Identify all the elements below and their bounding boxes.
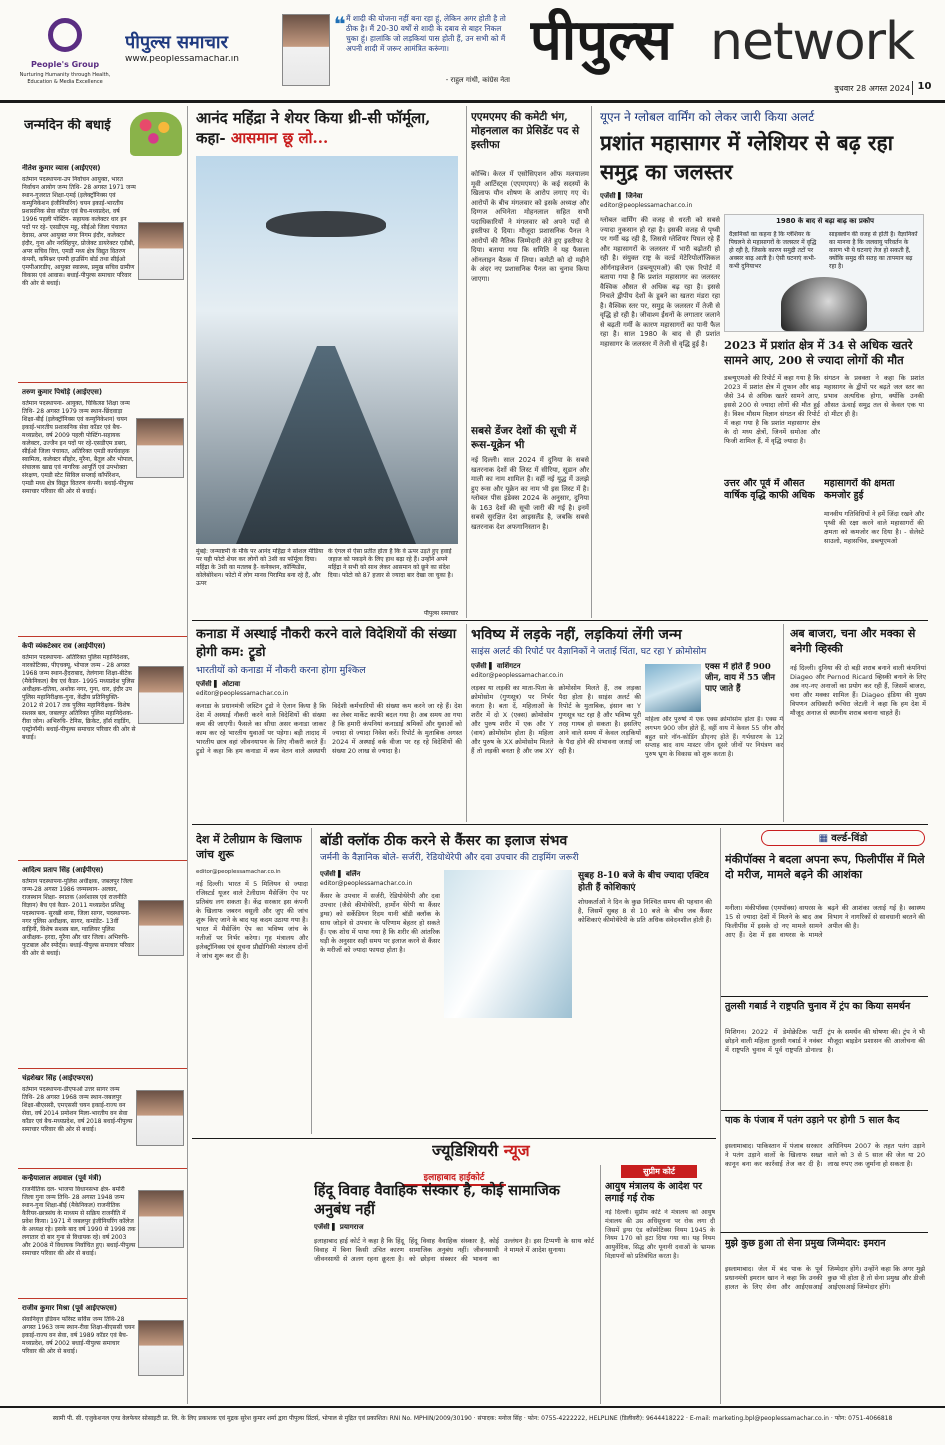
glacier-body: ग्लोबल वार्मिंग की वजह से धरती को सबसे ज्यादा नुकसान हो रहा है। इसकी वजह से पृथ्वी पर गर्मी बढ़ रही है, जिससे ग्लेशियर पिघल रहे हैं और महासागरों के जलस्तर में भारी बढ़ोतरी हो रही है। संयुक्त राष्ट्र के वर्ल्ड मेटेरियोलॉजिकल ऑर्गनाइजेशन (डब्ल्यूएमओ) की एक रिपोर्ट में बताया गया है कि प्रशांत महासागर का जलस्तर वैश्विक औसत से अधिक बढ़ रहा है। इससे निचले द्वीपीय देशों के डूबने का खतरा मंडरा रहा है। वैश्विक स्तर पर, समुद्र के जलस्तर में तेजी से वृद्धि हो रही है। जीवाश्म ईंधनों के लगातार जलाने से बढ़ती गर्मी के कारण महासागरों का पानी फैल रहा है। साल 1980 के बाद से ही प्रशांत महासागर के जलस्तर में तेजी से वृद्धि हुई है।: [600, 216, 720, 348]
court1-label-text: इलाहाबाद हाईकोर्ट: [423, 1173, 485, 1183]
cancer-story: [316, 828, 716, 1134]
photo-credit: पीपुल्स समाचार: [423, 610, 458, 617]
imran-body: इस्लामाबाद। जेल में बंद पाक के पूर्व प्रधानमंत्री इमरान खान ने कहा कि उनकी हालत के लिए सेना और आईएसआई जिम्मेदार होंगे। उन्होंने कहा कि अगर मुझे कुछ भी होता है तो सेना प्रमुख और डीजी आईएसआई जिम्मेदार होंगे।: [725, 1265, 925, 1291]
birthday-entry: [18, 164, 188, 380]
page-number: 10: [912, 81, 936, 95]
quote-mark-icon: ❝: [334, 12, 346, 36]
lab-scientist-photo: [444, 870, 572, 1018]
birthday-entry: [18, 388, 188, 634]
girls-email: editor@peoplessamachar.co.in: [471, 672, 564, 679]
court1-byline: एजेंसी ▌ प्रयागराज: [314, 1223, 364, 1231]
tulsi-body: मिशिगन। 2022 में डेमोक्रेटिक पार्टी छोड़ने वाली महिला तुलसी गबार्ड ने नवंबर में राष्ट्रपति चुनाव में पूर्व राष्ट्रपति डोनाल्ड ट्रंप के समर्थन की घोषणा की। ट्रंप ने भी मौजूदा बाइडेन प्रशासन की आलोचना की है।: [725, 1028, 925, 1054]
telegram-email: editor@peoplessamachar.co.in: [196, 869, 281, 875]
birthday-details: वर्तमान पदस्थापना-पुलिस अधीक्षक, जबलपुर जिला जन्म-28 अगस्त 1986 जन्मस्थान- अलवर, राजस्थान शिक्षा- स्नातक (अर्थशास्त्र एवं राजनीति विज्ञान) बैच एवं कैडर- 2011 मध्यप्रदेश प्रशिक्षु पदस्थापना- सुरखी थाना, जिला सागर, पदस्थापना- नगर पुलिस अधीक्षक, सागर, कमांडेंट- 13वीं वाहिनी, विशेष सशस्त्र बल, ग्वालियर पुलिस अधीक्षक- हरदा, मुरैना और धार जिला। अभिरुचि- फुटबाल और स्पोर्ट्स। बधाई-पीपुल्स समाचार परिवार की ओर से बधाई।: [22, 878, 135, 957]
birthday-separator: [18, 382, 188, 383]
girls-headline: भविष्य में लड़के नहीं, लड़कियां लेंगी जन्म: [471, 627, 682, 643]
issue-date: बुधवार 28 अगस्त 2024: [834, 84, 910, 93]
girls-subhead: साइंस अलर्ट की रिपोर्ट पर वैज्ञानिकों ने जताई चिंता, घट रहा Y क्रोमोसोम: [471, 647, 707, 657]
monkeypox-headline: मंकीपॉक्स ने बदला अपना रूप, फिलीपींस में मिले दो मरीज, मामले बढ़ने की आशंका: [725, 853, 925, 881]
telegram-headline: देश में टेलीग्राम के खिलाफ जांच शुरू: [196, 833, 302, 861]
birthday-separator: [18, 1298, 188, 1299]
group-tagline: Nurturing Humanity through Health, Education & Media Excellence: [19, 72, 111, 85]
amma-body: कोच्चि। केरल में एसोसिएशन ऑफ मलयालम मूवी आर्टिस्ट्स (एएमएमए) के कई सदस्यों के खिलाफ यौन शोषण के आरोप लगाए गए थे। आरोपों के बीच मंगलवार को इसके अध्यक्ष और दिग्गज अभिनेता मोहनलाल सहित सभी पदाधिकारियों ने मंगलवार को अपने पदों से इस्तीफा दे दिया। मौजूदा प्रशासनिक पैनल ने आरोपों की नैतिक जिम्मेदारी लेते हुए इस्तीफा दे दिया। बताया गया कि समिति ने यह फैसला ऑनलाइन बैठक में लिया। कमेटी को दो महीने के अंदर नए प्रशासनिक पैनल का चुनाव किया जाएगा।: [471, 170, 589, 283]
cancer-side: शोधकर्ताओं ने दिन के कुछ निश्चित समय की पहचान की है, जिसमें सुबह 8 से 10 बजे के बीच जब कैंसर कोशिकाएं कीमोथेरेपी के प्रति अधिक संवेदनशील होती हैं।: [578, 898, 712, 924]
birthday-column: [18, 106, 188, 1404]
canada-byline: एजेंसी ▌ ओटावा: [196, 680, 241, 688]
group-name: People's Group: [30, 60, 100, 69]
cancer-byline: एजेंसी ▌ बर्लिन: [320, 870, 361, 878]
glacier-subhead2: उत्तर और पूर्व में औसत वार्षिक वृद्धि काफी अधिक: [724, 478, 815, 501]
amma-column: [466, 106, 592, 618]
court2-body: नई दिल्ली। सुप्रीम कोर्ट ने मंत्रालय को आयुष मंत्रालय की उस अधिसूचना पर रोक लगा दी जिसमें ड्रग्स एंड कॉस्मेटिक्स नियम 1945 के नियम 170 को हटा दिया गया था। यह नियम आयुर्वेदिक, सिद्ध और यूनानी दवाओं के भ्रामक विज्ञापनों को प्रतिबंधित करता है।: [605, 1209, 715, 1260]
brand-hindi: पीपुल्स: [530, 7, 672, 73]
girls-side: महिला और पुरुषों में एक एक्स क्रोमोसोम होता है। एक्स में लगभग 900 जीन होते हैं, वहीं वाय में केवल 55 जीन और बहुत सारे नॉन-कोडिंग डीएनए होते हैं। गर्भधारण के 12 सप्ताह बाद वाय मास्टर जीन दूसरे जीनों पर नियंत्रण कर पुरुष भ्रूण के विकास को शुरू करता है।: [645, 716, 783, 759]
tulsi-headline: तुलसी गबार्ड ने राष्ट्रपति चुनाव में ट्रंप का किया समर्थन: [725, 1001, 911, 1012]
birthday-photo: [138, 666, 184, 724]
birthday-photo: [136, 418, 184, 478]
danger-headline: सबसे डेंजर देशों की सूची में रूस-यूक्रेन भी: [471, 425, 577, 451]
girls-body: लड़का या लड़की का माता-पिता के क्रोमोसोम (गुणसूत्र) पर निर्भर करता है। बता दें, महिलाओं के शरीर में दो X (एक्स) क्रोमोसोम और पुरुष शरीर में एक और Y (वाय) क्रोमोसोम होता है। महिला और पुरुष के XX क्रोमोसोम मिलते हैं तो लड़की बनता है और जब XY क्रोमोसोम मिलते हैं, तब लड़का पैदा होता है। साइंस अलर्ट की रिपोर्ट के मुताबिक, इंसान का Y गुणसूत्र घट रहा है और भविष्य पूरी तरह गायब हो सकता है। इसलिए आने वाले समय में केवल लड़कियों के पैदा होने की संभावना जताई जा रही है।: [471, 684, 641, 755]
court1-story: [312, 1165, 596, 1404]
birthday-header: [18, 110, 188, 160]
birthday-separator: [18, 1068, 188, 1069]
glacier-story: [596, 106, 928, 618]
cancer-body: कैंसर के उपचार में सर्जरी, रेडियोथेरेपी और दवा उपचार (जैसे कीमोथेरेपी, हार्मोन थेरेपी या कैंसर ड्रग्स) को सर्केडियन रिदम यानी बॉडी क्लॉक के साथ जोड़ने से उपचार के परिणाम बेहतर हो सकते हैं। एक शोध में पाया गया है कि शरीर की आंतरिक घड़ी के अनुसार सही समय पर इलाज करने से कैंसर के मरीजों को ज्यादा फायदा होता है।: [320, 892, 440, 954]
world-video-label-text: वर्ल्ड-विंडो: [831, 833, 868, 844]
canada-story: [192, 624, 462, 822]
birthday-details: वर्तमान पदस्थापना-डीएफओ उत्तर सागर जन्म तिथि- 28 अगस्त 1968 जन्म स्थान-जबलपुर शिक्षा-बीएससी, एमएससी चयन इकाई-राज्य वन सेवा, वर्ष 2014 प्रमोशन मिला-भारतीय वन सेवा कॉडर एवं बैच-मध्यप्रदेश, वर्ष 2018 बधाई-पीपुल्स समाचार परिवार की ओर से बधाई।: [22, 1086, 133, 1133]
court2-label-text: सुप्रीम कोर्ट: [643, 1167, 675, 1176]
birthday-details: सेवानिवृत्त इंडियन फॉरेस्ट सर्विस जन्म तिथि-28 अगस्त 1963 जन्म स्थान-रीवा शिक्षा-बीएससी चयन इकाई-राज्य वन सेवा, वर्ष 1989 कॉडर एवं बैच-मध्यप्रदेश, वर्ष 2002 बधाई-पीपुल्स समाचार परिवार की ओर से बधाई।: [22, 1316, 135, 1355]
website: www.peoplessamachar.in: [125, 55, 239, 64]
video-icon: ▦: [818, 833, 829, 844]
birthday-details: वर्तमान पदस्थापना- अतिरिक्त पुलिस महानिदेशक, नारकोटिक्स, पीएचक्यू, भोपाल जन्म - 28 अगस्त 1968 जन्म स्थान-हैदराबाद, तेलंगाना शिक्षा-बीटेक (मैकेनिकल) बैच एवं कैडर- 1995 मध्यप्रदेश पुलिस अधीक्षक-दतिया, अशोक नगर, गुना, धार, इंदौर उप पुलिस महानिरीक्षक-गुना, केंद्रीय प्रतिनियुक्ति- 2012 से 2017 तक पुलिस महानिरीक्षक- विशेष सशस्त्र बल, जबलपुर अतिरिक्त पुलिस महानिदेशक- रीवा जोन। अभिरुचि- टेनिस, क्रिकेट, हॉर्स राइडिंग, एस्ट्रोनॉमी। बधाई-पीपुल्स समाचार परिवार की ओर से बधाई।: [22, 654, 136, 741]
birthday-photo: [138, 222, 184, 280]
earth-photo: [781, 277, 867, 331]
birthday-entry: [18, 866, 188, 1066]
glacier-side-text2: मानवीय गतिविधियों ने हमें जिंदा रखने और पृथ्वी की रक्षा करने वाले महासागरों की क्षमता को कमजोर कर दिया है। - सेलेस्टे साउलो, महासचिव, डब्ल्यूएमओ: [824, 510, 924, 545]
birthday-name: कन्हैयालाल अग्रवाल (पूर्व मंत्री): [22, 1174, 102, 1182]
birthday-entry: [18, 642, 188, 858]
judiciary-banner: [432, 1141, 632, 1161]
flood-box: [724, 214, 924, 332]
birthday-entry: [18, 1074, 188, 1166]
birthday-details: राजनीतिक दल- भाजपा विधानसभा क्षेत्र- बमोरी जिला गुना जन्म तिथि- 28 अगस्त 1948 जन्म स्थान-गुना शिक्षा-बीई (मैकेनिकल) राजनीतिक कैरियर-छात्रसंघ के माध्यम से सक्रिय राजनीति में प्रवेश किया। 1971 में जबलपुर इंजीनियरिंग कॉलेज के अध्यक्ष रहे। इसके बाद वर्ष 1990 से 1998 तक लगातार दो बार गुना से विधायक रहे। वर्ष 2003 और 2008 में विधायक निर्वाचित हुए। बधाई-पीपुल्स समाचार परिवार की ओर से बधाई।: [22, 1186, 136, 1257]
birthday-photo: [138, 900, 184, 956]
glacier-byline: एजेंसी ▌ जिनेवा: [600, 192, 643, 200]
masthead-rule: [0, 100, 945, 103]
mahindra-story: [192, 106, 462, 618]
masthead: [0, 0, 945, 100]
canada-email: editor@peoplessamachar.co.in: [196, 690, 289, 697]
birthday-photo: [136, 1090, 184, 1146]
court2-headline: आयुष मंत्रालय के आदेश पर लगाई गई रोक: [605, 1181, 703, 1204]
mahindra-headline-red: आसमान छू लो...: [230, 129, 329, 147]
section-rule: [192, 620, 928, 621]
mahindra-headline-black: आनंद महिंद्रा ने शेयर किया थ्री-सी फॉर्मूला, कहा-: [196, 109, 431, 147]
glacier-subheadline: 2023 में प्रशांत क्षेत्र में 34 से अधिक खतरे सामने आए, 200 से ज्यादा लोगों की मौत: [724, 338, 913, 367]
birthday-details: वर्तमान पदस्थापना- आयुक्त, चिकित्सा शिक्षा जन्म तिथि- 28 अगस्त 1979 जन्म स्थान-छिंदवाड़ा शिक्षा-बीई (इलेक्ट्रॉनिक्स एवं कम्युनिकेशन) चयन इकाई-भारतीय प्रशासनिक सेवा कॉडर एवं बैच-मध्यप्रदेश, वर्ष 2009 पहली पोस्टिंग-सहायक कलेक्टर, उज्जैन इन पदों पर रहे-एसडीएम डबरा, सीईओ जिला पंचायत, अतिरिक्त एमडी कार्यवाहक स्वामित्व, कलेक्टर सीहोर, मुरैना, बैतूल और भोपाल, संचालक खाद्य एवं नागरिक आपूर्ति एवं उपभोक्ता संरक्षण, एमडी स्टेट सिविल सप्लाई कॉर्पोरेशन, एमडी मध्य क्षेत्र विद्युत वितरण कंपनी। बधाई-पीपुल्स समाचार परिवार की ओर से बधाई।: [22, 400, 134, 495]
judiciary-banner-black: ज्यूडिशियरी: [432, 1141, 499, 1160]
court2-label: [621, 1165, 697, 1178]
paper-name: पीपुल्स समाचार: [125, 32, 228, 53]
brand-english: network: [710, 12, 915, 72]
pyramid-shape: [236, 346, 416, 544]
mahindra-caption-left: मुंबई: जन्माष्टमी के मौके पर आनंद महिंद्रा ने सोशल मीडिया पर यही फोटो शेयर कर लोगों को 3सी का फॉर्मूला दिया। महिंद्रा के 3सी का मतलब है- कनेक्शन, कॉन्फिडेंस, कोलेबोरेशन। फोटो में लोग मानव पिरामिड बना रहे हैं, और ऊपर: [196, 548, 324, 587]
girls-quote: एक्स में होते हैं 900 जीन, वाय में 55 जीन पाए जाते हैं: [705, 662, 776, 694]
judiciary-banner-red: न्यूज: [503, 1141, 530, 1160]
court1-body: इलाहाबाद हाई कोर्ट ने कहा है कि हिंदू विवाह में बिना किसी उचित कारण जीवनसाथी से अलग रहना क्रूरता है। हिंदू विवाह वैवाहिक संस्कार है, कोई सामाजिक अनुबंध नहीं। जीवनसाथी को छोड़ना संस्कार की भावना का उल्लंघन है। इस टिप्पणी के साथ कोर्ट ने मामले में आदेश सुनाया।: [314, 1237, 594, 1263]
birthday-name: चंद्रशेखर सिंह (आईएफएस): [22, 1074, 94, 1082]
danger-body: नई दिल्ली। साल 2024 में दुनिया के सबसे खतरनाक देशों की लिस्ट में सीरिया, सूडान और माली का नाम शामिल है। वहीं नई यूद्ध में उलझे हुए रूस और यूक्रेन का नाम भी इस लिस्ट में है। ग्लोबल पीस इंडेक्स 2024 के अनुसार, दुनिया के 163 देशों की सूची जारी की गई है। इनमें सबसे सुरक्षित देश आइसलैंड है, जबकि सबसे खतरनाक देश अफगानिस्तान है।: [471, 456, 589, 531]
masthead-quote: मैं शादी की योजना नहीं बना रहा हूं, लेकिन अगर होती है तो ठीक है। मैं 20-30 वर्षों से शादी के दबाव से बाहर निकल चुका हूं। हालांकि जो लड़कियां पास होती हैं, उन सभी को मैं अपनी शादी में जरूर आमंत्रित करूंगा।: [346, 14, 506, 53]
bajra-body: नई दिल्ली। दुनिया की दो बड़ी शराब बनाने वाली कंपनियां Diageo और Pernod Ricard व्हिस्की बनाने के लिए अब नए-नए अनाजों का प्रयोग कर रही हैं, जिसमें बाजरा, चना और मक्का शामिल हैं। Diageo इंडिया की मुख्य विपणन अधिकारी रूचिरा जेटली ने कहा कि हम देश में मौजूद अनाज से स्थानीय शराब बनाना चाहते हैं।: [790, 664, 926, 717]
telegram-body: नई दिल्ली। भारत में 5 मिलियन से ज्यादा रजिस्टर्ड यूजर वाले टेलीग्राम मैसेजिंग ऐप पर प्रतिबंध लग सकता है। केंद्र सरकार इस कंपनी के खिलाफ जबरन वसूली और जुए की जांच शुरू किए जाने के बाद यह कदम उठाया गया है। भारत में मैसेजिंग ऐप का भविष्य जांच के नतीजों पर निर्भर करेगा। गृह मंत्रालय और इलेक्ट्रॉनिक्स एवं सूचना प्रौद्योगिकी मंत्रालय दोनों ने जांच शुरू कर दी है।: [196, 880, 308, 960]
court1-headline: हिंदू विवाह वैवाहिक संस्कार है, कोई सामाजिक अनुबंध नहीं: [314, 1182, 560, 1218]
section-rule: [192, 824, 928, 825]
world-video-label: [761, 830, 925, 846]
glacier-kicker: यूएन ने ग्लोबल वार्मिंग को लेकर जारी किया अलर्ट: [600, 110, 815, 124]
world-rule: [721, 996, 928, 997]
chromosome-photo: [645, 664, 701, 712]
telegram-story: [192, 828, 312, 1134]
imran-headline: मुझे कुछ हुआ तो सेना प्रमुख जिम्मेदार: इमरान: [725, 1238, 886, 1249]
birthday-photo: [138, 1190, 184, 1248]
birthday-name: नीतेश कुमार व्यास (आईएएस): [22, 164, 101, 172]
quote-portrait-photo: [282, 14, 330, 86]
canada-headline: कनाडा में अस्थाई नौकरी करने वाले विदेशियों की संख्या होगी कम: ट्रूडो: [196, 627, 457, 660]
imran-story: [720, 1232, 928, 1404]
quote-author: - राहुल गांधी, कांग्रेस नेता: [445, 76, 510, 84]
glacier-side-head: महासागरों की क्षमता कमजोर हुई: [824, 478, 895, 501]
birthday-name: राजीव कुमार मिश्रा (पूर्व आईएफएस): [22, 1304, 118, 1312]
canada-body: कनाडा के प्रधानमंत्री जस्टिन ट्रूडो ने ऐलान किया है कि देश में अस्थाई नौकरी करने वाले विदेशियों की संख्या कम की जाएगी। फैसले का सीधा असर कनाडा जाकर काम कर रहे भारतीय युवाओं पर पड़ेगा। बड़ी तादाद में भारतीय छात्र वहां जीवनयापन के लिए नौकरी करते हैं। ट्रूडो ने कहा कि हम कनाडा में कम वेतन वाले अस्थायी विदेशी कर्मचारियों की संख्या कम करने जा रहे हैं। देश का लेबर मार्केट काफी बदल गया है। अब समय आ गया है कि हमारी कंपनियां कनाडाई श्रमिकों और युवाओं को ज्यादा से ज्यादा निवेश करें। रिपोर्ट के मुताबिक अगस्त 2024 में अस्थाई वर्क वीजा पर रह रहे विदेशियों की संख्या 20 लाख से ज्यादा है।: [196, 702, 462, 755]
mahindra-headline: [196, 108, 462, 148]
pak-body: इस्लामाबाद। पाकिस्तान में पंजाब सरकार ने पतंग उड़ाने वालों के खिलाफ सख्त कानून बना कर कार्रवाई तेज कर दी है। अधिनियम 2007 के तहत पतंग उड़ाने वाले को 3 से 5 साल की जेल या 20 लाख रुपए तक जुर्माना हो सकता है।: [725, 1142, 925, 1168]
glacier-headline: प्रशांत महासागर में ग्लेशियर से बढ़ रहा समुद्र का जलस्तर: [600, 130, 894, 184]
bajra-headline: अब बाजरा, चना और मक्का से बनेगी व्हिस्की: [790, 627, 916, 655]
cancer-side-head: सुबह 8-10 बजे के बीच ज्यादा एक्टिव होती हैं कोशिकाएं: [578, 871, 709, 893]
birthday-name: तरुण कुमार पिथोड़े (आईएएस): [22, 388, 103, 396]
human-pyramid-photo: [196, 156, 458, 544]
peoples-group-logo-icon: [48, 18, 82, 52]
mahindra-caption-right: के एंगल से ऐसा प्रतीत होता है कि वे ऊपर उड़ते हुए हवाई जहाज को पकड़ने के लिए हाथ बढ़ा रहे हैं। उन्होंने अपने महिंद्रा ने सभी को साथ लेकर आसमान को छूने का संदेश दिया। फोटो को 87 हजार से ज्यादा बार देखा जा चुका है।: [328, 548, 454, 579]
birthday-name: आदित्य प्रताप सिंह (आईपीएस): [22, 866, 104, 874]
flood-box-right: साइक्लोन की वजह से होती है। वैज्ञानिकों का मानना है कि जलवायु परिवर्तन के कारण भी ये घटनाएं तेज हो सकती हैं, क्योंकि समुद्र की सतह का तापमान बढ़ रहा है।: [829, 231, 918, 270]
cancer-email: editor@peoplessamachar.co.in: [320, 880, 413, 887]
cancer-headline: बॉडी क्लॉक ठीक करने से कैंसर का इलाज संभव: [320, 833, 568, 849]
flood-box-title: 1980 के बाद से बढ़ा बाढ़ का प्रकोप: [775, 217, 874, 225]
birthday-entry: [18, 1304, 188, 1404]
pak-headline: पाक के पंजाब में पतंग उड़ाने पर होगी 5 साल कैद: [725, 1115, 900, 1126]
bajra-story: [788, 624, 928, 822]
birthday-photo: [138, 1320, 184, 1376]
amma-headline: एएमएमए की कमेटी भंग, मोहनलाल का प्रेसिडेंट पद से इस्तीफा: [471, 111, 580, 151]
birthday-separator: [18, 636, 188, 637]
footer-text: स्वामी पी. सी. एजुकेशनल एण्ड वेलफेयर सोसाइटी प्रा. लि. के लिए प्रकाशक एवं मुद्रक सुरेश कुमार शर्मा द्वारा पीपुल्स प्रिंटर्स, भोपाल से मुद्रित एवं प्रकाशित। RNI No. MPHIN/2009/30190 · संपादक: मनोज सिंह · फोन: 0755-4222222, HELPLINE (डिलीवरी): 9644418222 · E-mail: marketing.bpl@peoplessamachar.co.in · फोन: 0751-4066818: [52, 1415, 893, 1422]
world-rule: [721, 1110, 928, 1111]
glacier-side-text: संगठन के प्रवक्ता ने कहा कि प्रशांत महासागर के द्वीपों पर बढ़ते जल स्तर का प्रभाव अत्यधिक होगा, क्योंकि उनकी औसत ऊंचाई समुद्र तल से केवल एक या दो मीटर ही है।: [824, 374, 924, 418]
birthday-separator: [18, 1168, 188, 1169]
birthday-entry: [18, 1174, 188, 1296]
monkeypox-body: मनीला। मंकीपॉक्स (एमपॉक्स) वायरस के 15 से ज्यादा देशों में मिलने के बाद अब फिलीपींस में इसके दो नए मामले सामने आए हैं। देश में इस वायरस के मामले बढ़ने की आशंका जताई गई है। स्वास्थ्य विभाग ने नागरिकों से सावधानी बरतने की अपील की है।: [725, 904, 925, 939]
birthday-details: वर्तमान पदस्थापना-उप निर्वाचन आयुक्त, भारत निर्वाचन आयोग जन्म तिथि- 28 अगस्त 1971 जन्म स्थान-गुजरात शिक्षा-एमई (इलेक्ट्रॉनिक्स एवं कम्युनिकेशन इंजीनियरिंग) चयन इकाई-भारतीय प्रशासनिक सेवा कॉडर एवं बैच-मध्यप्रदेश, वर्ष 1996 पहली पोस्टिंग- सहायक कलेक्टर धार इन पदों पर रहे- एसडीएम महू, सीईओ जिला पंचायत देवास, अपर आयुक्त नगर निगम इंदौर, कलेक्टर इंदौर, गुना और नरसिंहपुर, प्रोजेक्ट डायरेक्टर एडीबी, अपर सचिव वित्त, एमडी मध्य क्षेत्र विद्युत वितरण कंपनी, कमिश्नर एमपी हाउसिंग बोर्ड तथा सीईओ एमपीआरडीए, आयुक्त स्वास्थ्य, प्रमुख सचिव ग्रामीण विकास एवं आवास। बधाई-पीपुल्स समाचार परिवार की ओर से बधाई।: [22, 176, 136, 287]
flower-bouquet-icon: [130, 112, 182, 156]
flood-box-left: वैज्ञानिकों का कहना है कि ग्लेशियर के पिघलने से महासागरों के जलस्तर में वृद्धि हो रही है, जिसके कारण समुद्री तटों पर अक्सर बाढ़ आती है। ऐसी घटनाएं कभी-कभी दुनियाभर: [729, 231, 817, 270]
court2-story: [600, 1165, 716, 1404]
birthday-title: जन्मदिन की बधाई: [24, 118, 111, 133]
glacier-email: editor@peoplessamachar.co.in: [600, 202, 693, 209]
cancer-subhead: जर्मनी के वैज्ञानिक बोले- सर्जरी, रेडियोथेरेपी और दवा उपचार की टाइमिंग जरूरी: [320, 853, 579, 863]
footer: [0, 1406, 945, 1445]
airplane-shape: [266, 211, 386, 237]
canada-subhead: भारतीयों को कनाडा में नौकरी करना होगा मुश्किल: [196, 665, 366, 676]
glacier-subbody: डब्ल्यूएमओ की रिपोर्ट में कहा गया है कि 2023 में प्रशांत क्षेत्र में तूफान और बाढ़ जैसे 34 से अधिक खतरे सामने आए, इससे 200 से ज्यादा लोगों की मौत हुई है। विश्व मौसम विज्ञान संगठन की रिपोर्ट में कहा गया है कि प्रशांत महासागर क्षेत्र के दो मध्य क्षेत्रों, जिनमें समोआ और फिजी शामिल हैं, में वृद्धि ज्यादा है।: [724, 374, 820, 445]
birthday-name: केपी व्यंकटेश्वर राव (आईपीएस): [22, 642, 106, 650]
birthday-separator: [18, 860, 188, 861]
girls-byline: एजेंसी ▌ वाशिंगटन: [471, 662, 521, 670]
judiciary-section: [192, 1138, 716, 1404]
girls-story: [466, 624, 784, 822]
